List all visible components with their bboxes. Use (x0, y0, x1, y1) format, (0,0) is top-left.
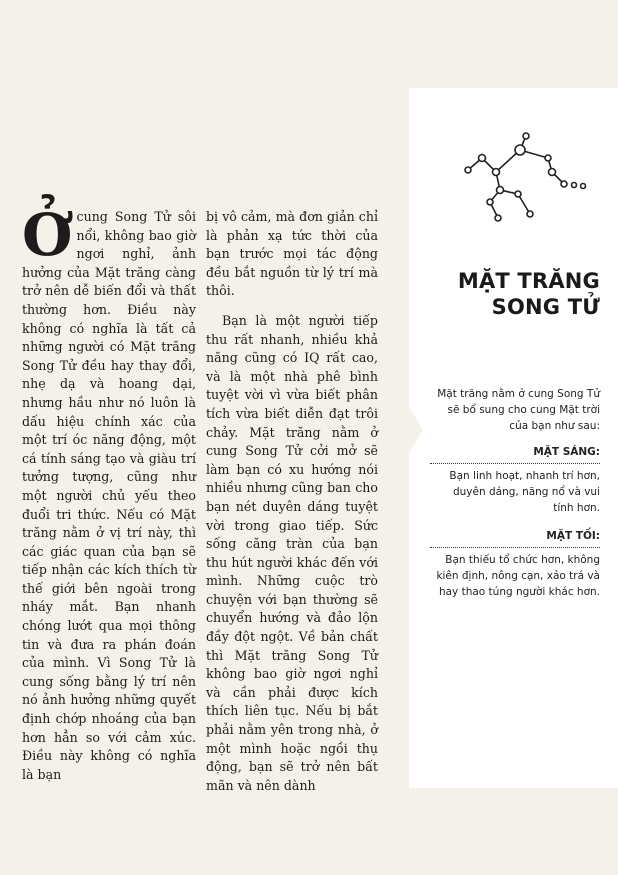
gemini-constellation-icon (460, 128, 590, 228)
sidebar-title (420, 268, 600, 320)
paragraph: bị vô cảm, mà đơn giản chỉ là phản xạ tức thời của bạn trước mọi tác động đều bắt nguồn từ lý trí mà thôi. (206, 209, 378, 299)
sidebar-title-line2: SONG TỬ (491, 295, 600, 319)
main-column-left (22, 201, 196, 795)
dark-side-text: Bạn thiếu tổ chức hơn, không kiên định, nông cạn, xảo trá và hay thao túng người khác hơn. (436, 554, 600, 598)
sidebar-notch (399, 390, 423, 470)
bright-side-text: Bạn linh hoạt, nhanh trí hơn, duyên dáng, năng nổ và vui tính hơn. (449, 470, 600, 514)
sidebar-intro: Mặt trăng nằm ở cung Song Tử sẽ bổ sung cho cung Mặt trời của bạn như sau: (437, 388, 600, 432)
bright-side-heading: MẶT SÁNG: (430, 444, 600, 464)
sidebar-title-line1: MẶT TRĂNG (457, 269, 600, 293)
sidebar-body (430, 386, 600, 612)
main-column-right (206, 208, 378, 806)
paragraph (22, 201, 196, 784)
dark-side-heading: MẶT TỐI: (430, 528, 600, 548)
drop-cap: Ở (22, 201, 73, 269)
paragraph-text: cung Song Tử sôi nổi, không bao giờ ngơi nghỉ, ảnh hưởng của Mặt trăng càng trở nên dễ biến đổi và thất thường hơn. Điều này không có nghĩa là tất cả những người có Mặt trăng Song Tử đều hay thay đổi, nhẹ dạ và hoang dại, nhưng hầu như nó luôn là dấu hiệu chính xác của một trí óc năng động, một cá tính sáng tạo và giàu trí tưởng tượng, cũng như một người chủ yếu theo đuổi tri thức. Nếu có Mặt trăng nằm ở vị trí này, thì các giác quan của bạn sẽ tiếp nhận các kích thích từ thế giới bên ngoài trong nháy mắt. Bạn nhanh chóng lướt qua mọi thông tin và đưa ra phán đoán của mình. Vì Song Tử là cung sống bằng lý trí nên nó ảnh hưởng những quyết định chớp nhoáng của bạn hơn hẳn so với cảm xúc. Điều này không có nghĩa là bạn (22, 209, 196, 782)
paragraph: Bạn là một người tiếp thu rất nhanh, nhiều khả năng cũng có IQ rất cao, và là một nhà phê bình tuyệt vời vì vừa biết phân tích vừa biết diễn đạt trôi chảy. Mặt trăng nằm ở cung Song Tử cởi mở sẽ làm bạn có xu hướng nói nhiều nhưng cũng ban cho bạn nét duyên dáng tuyệt vời trong giao tiếp. Sức sống căng tràn của bạn thu hút người khác đến với mình. Những cuộc trò chuyện với bạn thường sẽ chuyển hướng và đảo lộn đầy đột ngột. Về bản chất thì Mặt trăng Song Tử không bao giờ ngơi nghỉ và cần phải được kích thích liên tục. Nếu bị bắt phải nằm yên trong nhà, ở một mình hoặc ngồi thụ động, bạn sẽ trở nên bất mãn và nên dành (206, 312, 378, 793)
